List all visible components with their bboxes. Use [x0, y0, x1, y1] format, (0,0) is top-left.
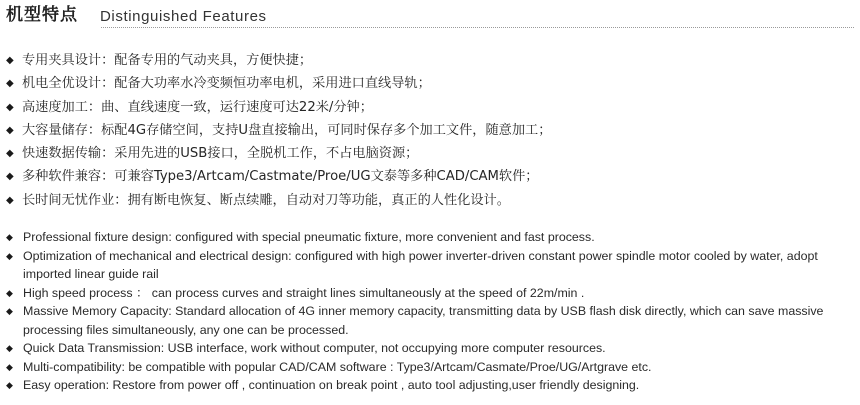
diamond-icon: ◆ — [6, 361, 13, 372]
feature-item-en — [6, 228, 856, 247]
feature-item-en — [6, 302, 856, 339]
feature-item-en — [6, 247, 856, 284]
diamond-icon: ◆ — [6, 101, 14, 113]
feature-item-cn — [6, 142, 856, 165]
feature-text-cn: 多种软件兼容：可兼容Type3/Artcam/Castmate/Proe/UG文泰等多种CAD/CAM软件； — [22, 169, 539, 185]
diamond-icon: ◆ — [6, 232, 13, 242]
diamond-icon: ◆ — [6, 55, 14, 66]
feature-text-en: Massive Memory Capacity: Standard allocation of 4G inner memory capacity, transmitting data by USB flash disk directly, which can save massive processing files simultaneously, any one can be processed. — [23, 304, 824, 337]
diamond-icon: ◆ — [6, 78, 14, 90]
feature-text-cn: 快速数据传输：采用先进的USB接口，全脱机工作，不占电脑资源； — [22, 146, 419, 162]
diamond-icon: ◆ — [6, 380, 13, 390]
feature-text-cn: 长时间无忧作业：拥有断电恢复、断点续雕，自动对刀等功能，真正的人性化设计。 — [22, 192, 510, 208]
diamond-icon: ◆ — [6, 250, 13, 261]
feature-text-cn: 大容量储存：标配4G存储空间，支持U盘直接输出，可同时保存多个加工文件，随意加工； — [22, 122, 552, 138]
feature-item-cn — [6, 165, 856, 188]
diamond-icon: ◆ — [6, 171, 14, 183]
section-title-cn: 机型特点 — [6, 5, 78, 25]
feature-text-cn: 高速度加工：曲、直线速度一致，运行速度可达22米/分钟； — [22, 99, 373, 115]
feature-item-cn — [6, 119, 856, 142]
feature-item-en — [6, 358, 856, 377]
feature-text-en: Professional fixture design: configured with special pneumatic fixture, more convenient and fast process. — [23, 230, 595, 244]
feature-item-en — [6, 339, 856, 358]
feature-text-en: High speed process ： can process curves and straight lines simultaneously at the speed of 22m/min . — [23, 285, 585, 300]
feature-item-cn — [6, 96, 856, 119]
feature-list-en — [6, 228, 856, 395]
feature-text-en: Quick Data Transmission: USB interface, work without computer, not occupying more computer resources. — [23, 341, 606, 355]
feature-text-cn: 专用夹具设计：配备专用的气动夹具，方便快捷； — [22, 53, 313, 68]
feature-item-cn — [6, 189, 856, 212]
diamond-icon: ◆ — [6, 343, 13, 353]
diamond-icon: ◆ — [6, 124, 14, 136]
feature-item-en — [6, 376, 856, 395]
diamond-icon: ◆ — [6, 306, 13, 316]
diamond-icon: ◆ — [6, 194, 14, 206]
section-header — [6, 3, 854, 31]
feature-item-en — [6, 284, 856, 303]
feature-item-cn — [6, 72, 856, 95]
diamond-icon: ◆ — [6, 148, 14, 160]
feature-list-cn — [6, 49, 856, 212]
feature-text-cn: 机电全优设计：配备大功率水冷变频恒功率电机，采用进口直线导轨； — [22, 76, 431, 92]
feature-item-cn — [6, 49, 856, 72]
dotted-divider — [101, 27, 854, 28]
feature-text-en: Optimization of mechanical and electrical design: configured with high power inverter-driven constant power spindle motor cooled by water, adopt imported linear guide rail — [23, 248, 818, 281]
feature-text-en: Multi-compatibility: be compatible with popular CAD/CAM software : Type3/Artcam/Casmate/Proe/UG/Artgrave etc. — [23, 359, 652, 374]
section-title-en: Distinguished Features — [100, 8, 267, 25]
diamond-icon: ◆ — [6, 287, 13, 298]
feature-text-en: Easy operation: Restore from power off , continuation on break point , auto tool adjusting,user friendly designing. — [23, 378, 640, 392]
